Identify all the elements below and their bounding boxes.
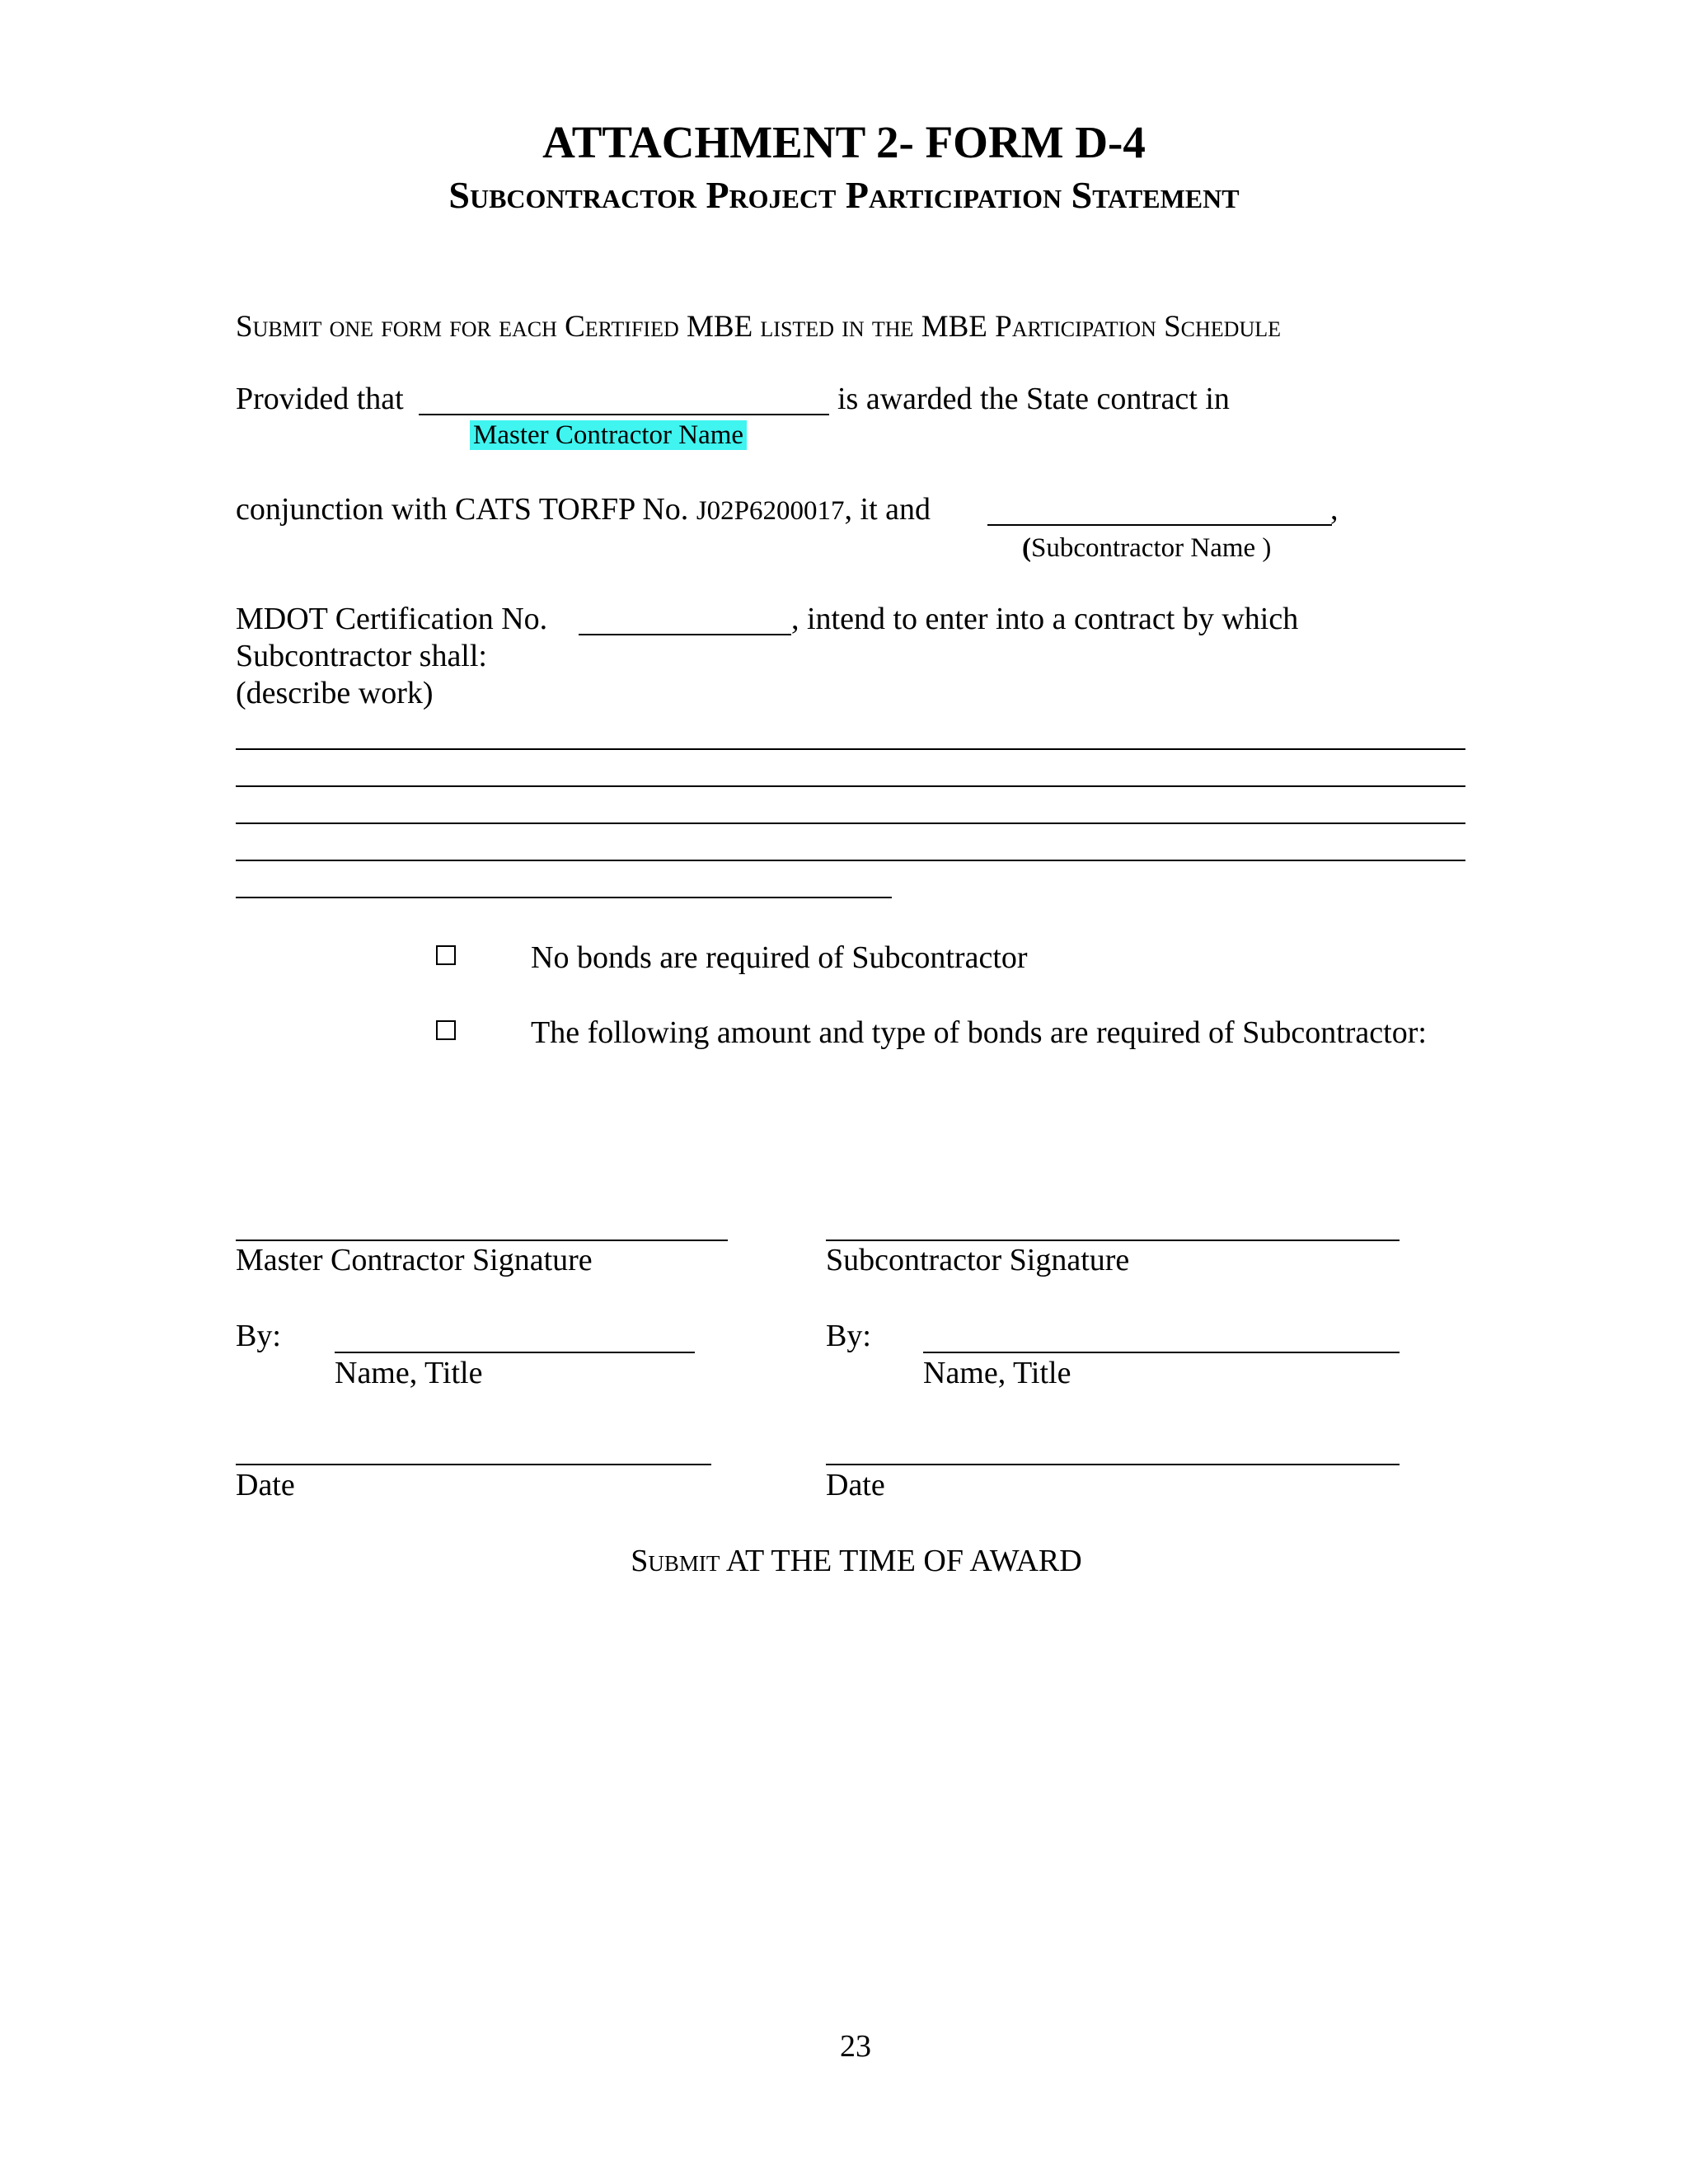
no-bonds-checkbox[interactable] [436,945,456,965]
mdot-cert-number-blank[interactable] [579,634,791,635]
instruction-text: Submit one form for each Certified MBE listed in the MBE Participation Schedule [236,310,1281,344]
bonds-required-label: The following amount and type of bonds are required of Subcontractor: [531,1015,1427,1050]
work-description-line[interactable] [236,860,1465,861]
form-title: ATTACHMENT 2- FORM D-4 [542,117,1146,167]
form-subtitle: Subcontractor Project Participation Statement [448,174,1240,216]
master-contractor-name-highlight: Master Contractor Name [470,420,747,450]
subcontractor-name-label [1022,532,1271,565]
master-contractor-name-label [470,419,747,452]
sub-date-line[interactable] [826,1464,1400,1465]
master-by-label: By: [236,1319,281,1353]
mdot-cert-text: MDOT Certification No. [236,602,548,636]
conjunction-text: conjunction with CATS TORFP No. [236,492,689,527]
sub-by-label: By: [826,1319,871,1353]
work-description-line[interactable] [236,897,892,898]
torfp-number: J02P6200017 [696,496,845,526]
open-paren: ( [1022,533,1031,563]
subcontractor-shall-text: Subcontractor shall: [236,639,487,673]
provided-that-text: Provided that [236,382,404,416]
no-bonds-label: No bonds are required of Subcontractor [531,940,1028,975]
it-and-text: , it and [844,492,931,527]
describe-work-text: (describe work) [236,676,434,710]
master-date-label: Date [236,1468,295,1502]
work-description-line[interactable] [236,823,1465,824]
subcontractor-name-blank[interactable] [987,524,1332,526]
sub-signature-label: Subcontractor Signature [826,1243,1130,1277]
conjunction-line [236,490,931,528]
master-date-line[interactable] [236,1464,711,1465]
sub-date-label: Date [826,1468,885,1502]
master-contractor-name-blank[interactable] [419,414,829,415]
page-number: 23 [840,2029,871,2064]
subcontractor-name-text: Subcontractor Name ) [1031,533,1272,563]
intend-text: , intend to enter into a contract by which [791,602,1299,636]
bonds-required-checkbox[interactable] [436,1020,456,1040]
work-description-line[interactable] [236,785,1465,787]
master-signature-label: Master Contractor Signature [236,1243,593,1277]
sub-name-title-label: Name, Title [923,1356,1071,1390]
comma-text: , [1330,492,1339,527]
submit-at-award-note: Submit AT THE TIME OF AWARD [631,1544,1082,1578]
master-name-title-label: Name, Title [335,1356,483,1390]
sub-name-title-line[interactable] [923,1352,1400,1353]
master-name-title-line[interactable] [335,1352,695,1353]
awarded-text: is awarded the State contract in [837,382,1230,416]
work-description-line[interactable] [236,748,1465,750]
